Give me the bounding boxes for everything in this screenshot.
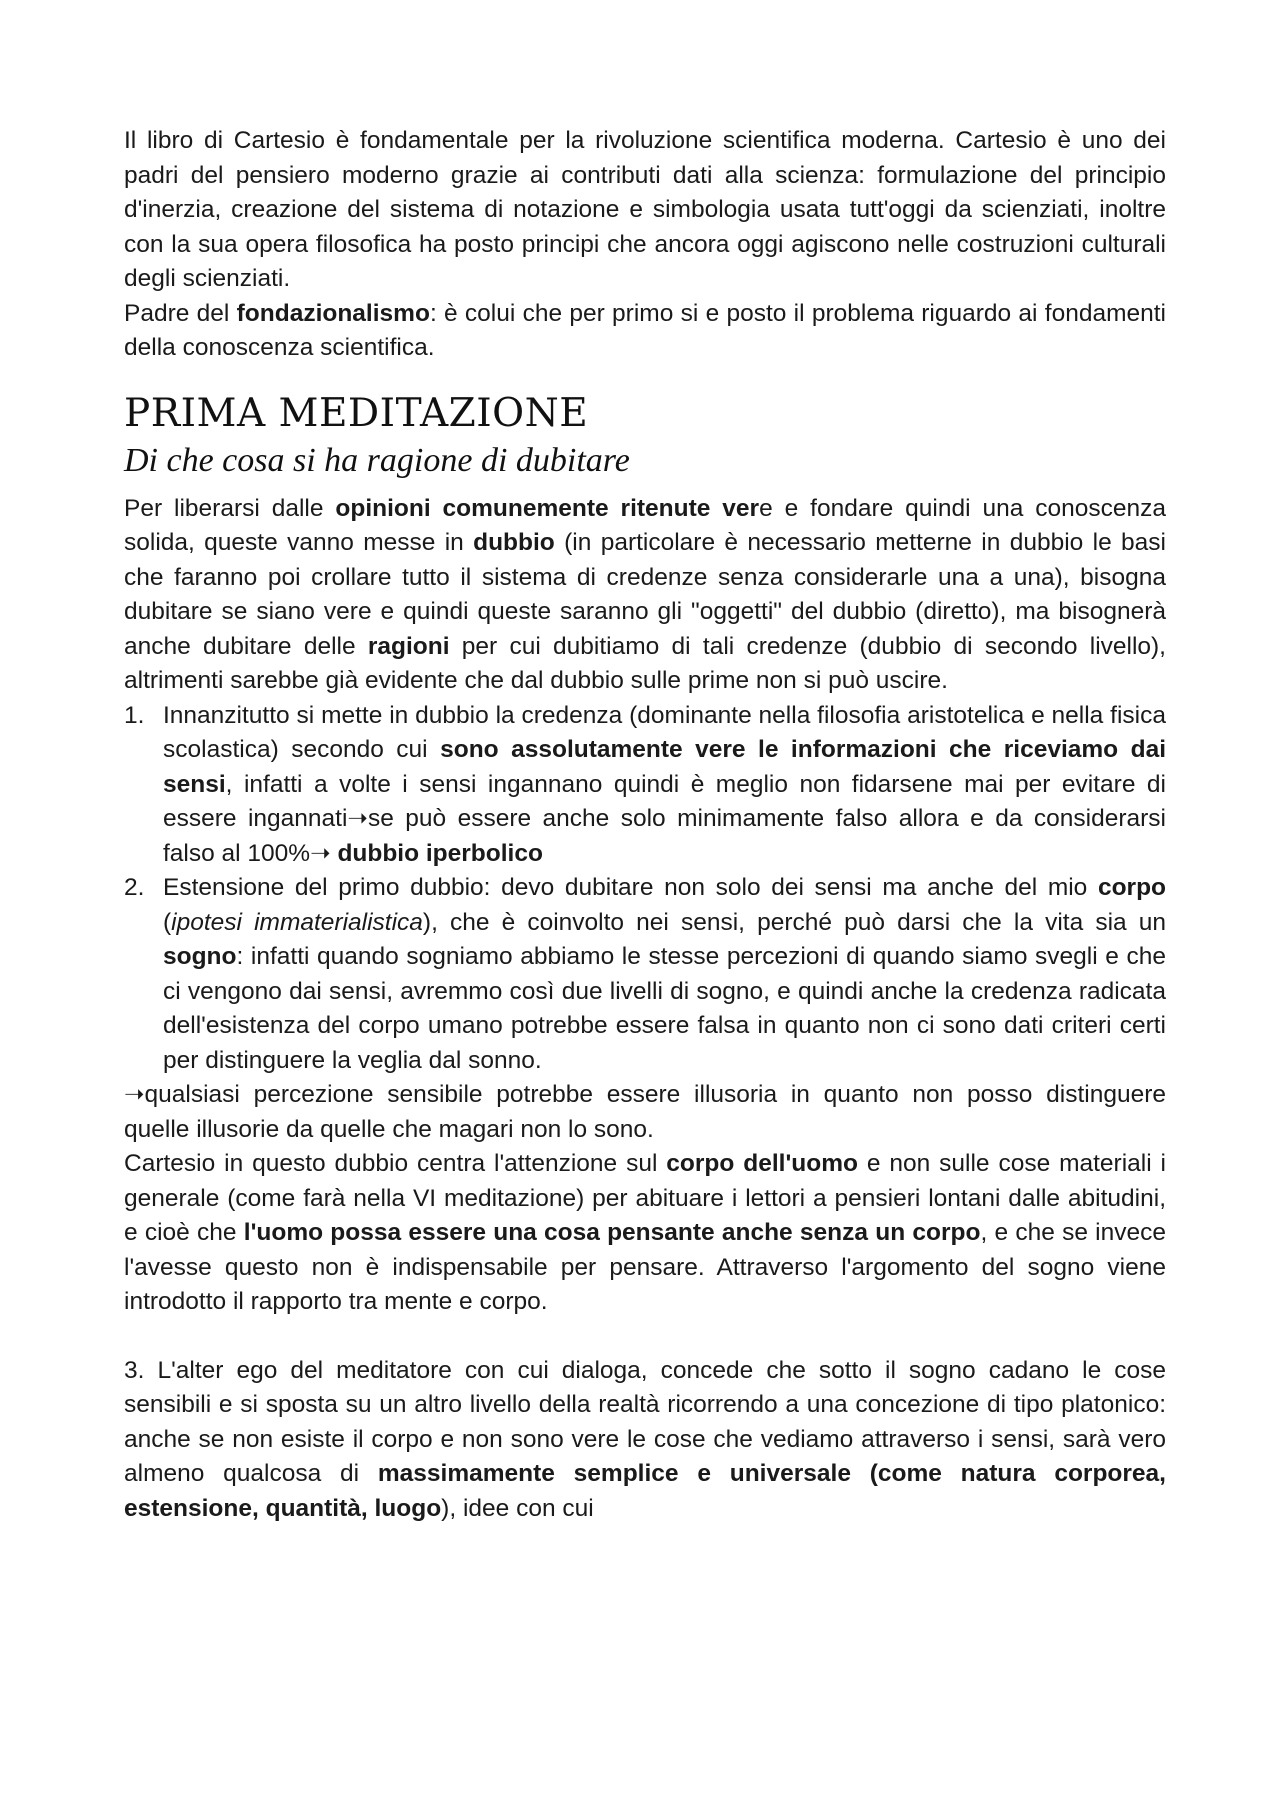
section-subtitle: Di che cosa si ha ragione di dubitare bbox=[124, 441, 630, 479]
paragraph-alter-ego: 3. L'alter ego del meditatore con cui dialoga, concede che sotto il sogno cadano le cose sensibili e si sposta su un altro livello della realtà ricorrendo a una concezione di tipo platonico: anche se non esiste il corpo e non sono vere le cose che vediamo attraverso i sensi, sarà vero almeno qualcosa di massimamente semplice e universale (come natura corporea, estensione, quantità, luogo), idee con cui bbox=[124, 1356, 1166, 1522]
intro-text-2a: Padre del bbox=[124, 299, 237, 327]
bold-dubbio: dubbio bbox=[473, 529, 555, 556]
intro-text: Il libro di Cartesio è fondamentale per la rivoluzione scientifica moderna. Cartesio è uno dei padri del pensiero moderno grazie ai contributi dati alla scienza: formulazione del principio d'inerzia, creazione del sistema di notazione e simbologia usata tutt'oggi da scienziati, inoltre con la sua opera filosofica ha posto principi che ancora oggi agiscono nelle costruzioni culturali degli scienziati. bbox=[124, 127, 1166, 292]
paragraph-spacer bbox=[124, 1320, 1166, 1354]
term-fondazionalismo: fondazionalismo bbox=[236, 299, 430, 327]
paragraph-corpo-uomo: Cartesio in questo dubbio centra l'attenzione sul corpo dell'uomo e non sulle cose materiali i generale (come farà nella VI meditazione) per abituare i lettori a pensieri lontani dalle abitudini, e cioè che l'uomo possa essere una cosa pensante anche senza un corpo, e che se invece l'avesse questo non è indispensabile per pensare. Attraverso l'argomento del sogno viene introdotto il rapporto tra mente e corpo. bbox=[124, 1150, 1167, 1315]
bold-opinioni: opinioni comunemente ritenute ver bbox=[335, 494, 760, 522]
list-number: 2. bbox=[124, 874, 145, 901]
bold-massimamente-semplice: massimamente semplice e universale (come natura corporea, estensione, quantità, luogo bbox=[124, 1460, 1166, 1522]
paragraph-percezione: ➝qualsiasi percezione sensibile potrebbe essere illusoria in quanto non posso distinguere quelle illusorie da quelle che magari non lo sono. bbox=[124, 1081, 1166, 1143]
list-item: 2. Estensione del primo dubbio: devo dubitare non solo dei sensi ma anche del mio corpo (ipotesi immaterialistica), che è coinvolto nei sensi, perché può darsi che la vita sia un sogno: infatti quando sogniamo abbiamo le stesse percezioni di quando siamo svegli e che ci vengono dai sensi, avremmo così due livelli di sogno, e quindi anche la credenza radicata dell'esistenza del corpo umano potrebbe essere falsa in quanto non ci sono dati criteri certi per distinguere la veglia dal sonno. bbox=[124, 871, 1166, 1078]
bold-corpo-uomo: corpo dell'uomo bbox=[666, 1150, 858, 1177]
list-number: 1. bbox=[124, 701, 145, 729]
section-title: PRIMA MEDITAZIONE bbox=[124, 390, 589, 436]
bold-corpo: corpo bbox=[1097, 874, 1166, 901]
italic-ipotesi: ipotesi immaterialistica bbox=[171, 908, 423, 936]
bold-cosa-pensante: l'uomo possa essere una cosa pensante anche senza un corpo bbox=[243, 1219, 981, 1246]
document-page bbox=[124, 124, 1166, 1526]
bold-ragioni: ragioni bbox=[367, 632, 450, 660]
intro-text-2c: : è colui che per primo si e posto il problema riguardo ai fondamenti della conoscenza scientifica. bbox=[124, 299, 1166, 361]
bold-dubbio-iperbolico: dubbio iperbolico bbox=[337, 839, 543, 867]
numbered-list bbox=[124, 699, 1166, 1079]
bold-sogno: sogno bbox=[163, 943, 237, 970]
intro-paragraph bbox=[124, 124, 1166, 366]
list-item: 1. Innanzitutto si mette in dubbio la credenza (dominante nella filosofia aristotelica e nella fisica scolastica) secondo cui sono assolutamente vere le informazioni che riceviamo dai sensi, infatti a volte i sensi ingannano quindi è meglio non fidarsene mai per evitare di essere ingannati➝se può essere anche solo minimamente falso allora e da considerarsi falso al 100%➝ dubbio iperbolico bbox=[124, 699, 1166, 872]
paragraph-dubbio: Per liberarsi dalle opinioni comunemente ritenute vere e fondare quindi una conoscenza solida, queste vanno messe in dubbio (in particolare è necessario metterne in dubbio le basi che faranno poi crollare tutto il sistema di credenze senza considerarle una a una), bisogna dubitare se siano vere e quindi queste saranno gli "oggetti" del dubbio (diretto), ma bisognerà anche dubitare delle ragioni per cui dubitiamo di tali credenze (dubbio di secondo livello), altrimenti sarebbe già evidente che dal dubbio sulle prime non si può uscire. bbox=[124, 494, 1166, 694]
bold-sensi: sono assolutamente vere le informazioni che riceviamo dai sensi bbox=[163, 736, 1166, 798]
